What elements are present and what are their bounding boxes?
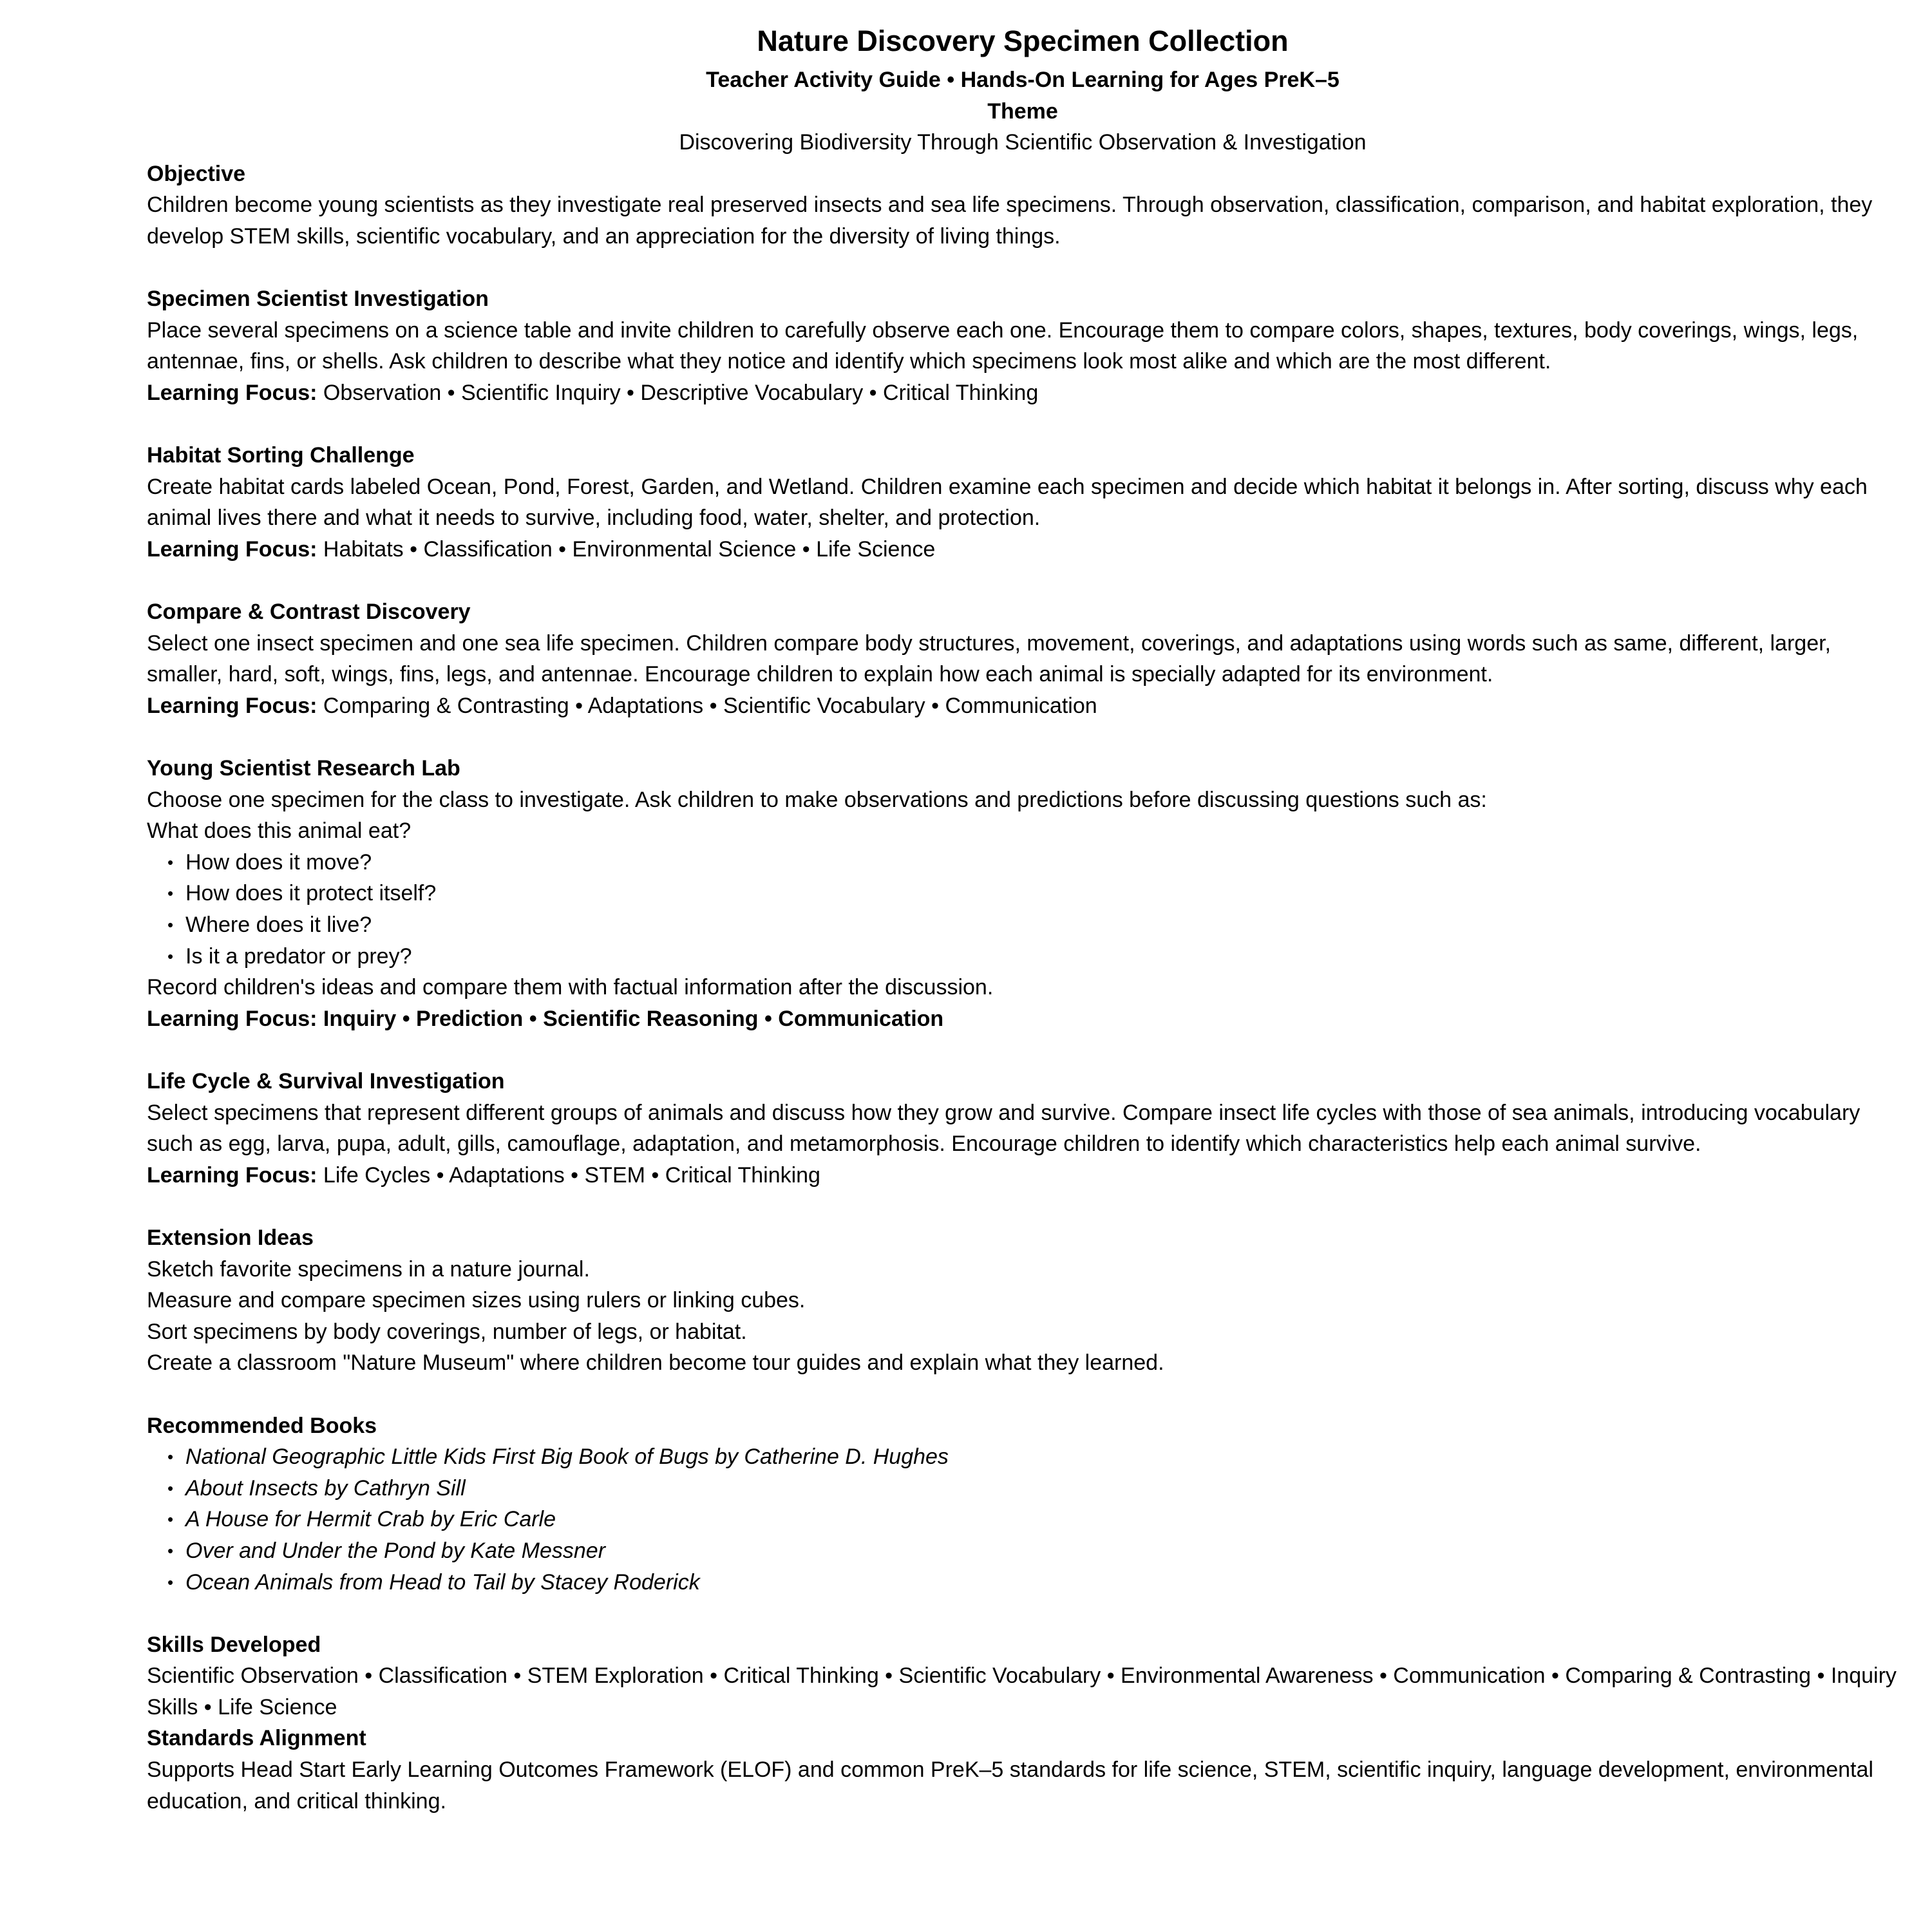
- section-spacer: [147, 1598, 1899, 1629]
- learning-focus-text: Habitats • Classification • Environmental Science • Life Science: [317, 536, 936, 562]
- question-text: Is it a predator or prey?: [185, 943, 412, 969]
- books-heading: Recommended Books: [147, 1413, 377, 1438]
- activity-heading: Specimen Scientist Investigation: [147, 287, 489, 312]
- skills-developed-section: [147, 1629, 1899, 1723]
- section-spacer: [147, 721, 1899, 753]
- activity-research-lab: [147, 753, 1899, 1034]
- learning-focus-label: Learning Focus:: [147, 380, 317, 405]
- recommended-books-section: [147, 1410, 1899, 1598]
- activity-text: Select one insect specimen and one sea life specimen. Children compare body structures, movement, coverings, and adaptations using words such as same, different, larger, smaller, hard, soft, wings, fins, legs, and antennae. Encourage children to explain how each animal is specially adapted for its environment.: [147, 630, 1831, 687]
- question-text: How does it protect itself?: [185, 881, 437, 906]
- bullet-icon: •: [167, 1447, 174, 1467]
- objective-section: [147, 158, 1899, 252]
- list-item: [147, 941, 1899, 972]
- theme-label: Theme: [987, 99, 1058, 124]
- extension-ideas-section: [147, 1222, 1899, 1379]
- bullet-icon: •: [167, 884, 174, 904]
- question-intro: What does this animal eat?: [147, 819, 412, 844]
- document-title: Nature Discovery Specimen Collection: [757, 24, 1289, 57]
- learning-focus-text: Life Cycles • Adaptations • STEM • Critical Thinking: [317, 1162, 820, 1188]
- bullet-icon: •: [167, 852, 174, 872]
- theme-text: Discovering Biodiversity Through Scientific Observation & Investigation: [679, 130, 1367, 155]
- activity-heading: Compare & Contrast Discovery: [147, 600, 471, 625]
- activity-compare-contrast: [147, 596, 1899, 721]
- activity-specimen-scientist: [147, 283, 1899, 408]
- document-subtitle: Teacher Activity Guide • Hands-On Learning for Ages PreK–5: [706, 68, 1340, 92]
- learning-focus-label: Learning Focus:: [147, 536, 317, 562]
- list-item: [147, 847, 1899, 878]
- book-title: Over and Under the Pond by Kate Messner: [185, 1538, 606, 1563]
- activity-text: Select specimens that represent different groups of animals and discuss how they grow and survive. Compare insect life cycles with those of sea animals, introducing vocabulary such as egg, larva, pupa, adult, gills, camouflage, adaptation, and metamorphosis. Encourage children to identify which characteristics help each animal survive.: [147, 1100, 1861, 1157]
- bullet-icon: •: [167, 915, 174, 935]
- extension-item: Measure and compare specimen sizes using rulers or linking cubes.: [147, 1288, 806, 1313]
- learning-focus-label: Learning Focus:: [147, 693, 317, 718]
- book-title: National Geographic Little Kids First Big Book of Bugs by Catherine D. Hughes: [185, 1444, 949, 1470]
- section-spacer: [147, 565, 1899, 597]
- skills-text: Scientific Observation • Classification • STEM Exploration • Critical Thinking • Scientific Vocabulary • Environmental Awareness • Communication • Comparing & Contrasting • Inquiry Skills • Life Science: [147, 1663, 1897, 1719]
- learning-focus: [147, 1160, 1899, 1191]
- question-text: How does it move?: [185, 849, 372, 875]
- bullet-icon: •: [167, 946, 174, 966]
- question-list: [147, 847, 1899, 972]
- list-item: [147, 878, 1899, 909]
- section-spacer: [147, 409, 1899, 440]
- activity-heading: Life Cycle & Survival Investigation: [147, 1069, 505, 1094]
- list-item: [147, 1441, 1899, 1473]
- standards-alignment-section: [147, 1723, 1899, 1817]
- list-item: [147, 1504, 1899, 1535]
- activity-text: Choose one specimen for the class to investigate. Ask children to make observations and predictions before discussing questions such as:: [147, 787, 1487, 812]
- book-title: Ocean Animals from Head to Tail by Stacey Roderick: [185, 1569, 700, 1595]
- book-title: About Insects by Cathryn Sill: [185, 1475, 466, 1501]
- bullet-icon: •: [167, 1540, 174, 1560]
- bullet-icon: •: [167, 1478, 174, 1498]
- list-item: [147, 909, 1899, 941]
- section-spacer: [147, 1379, 1899, 1410]
- extension-item: Sketch favorite specimens in a nature journal.: [147, 1256, 590, 1282]
- activity-habitat-sorting: [147, 440, 1899, 565]
- standards-heading: Standards Alignment: [147, 1726, 366, 1751]
- learning-focus-label: Learning Focus:: [147, 1162, 317, 1188]
- extension-item: Sort specimens by body coverings, number of legs, or habitat.: [147, 1319, 747, 1344]
- bullet-icon: •: [167, 1572, 174, 1592]
- activity-text: Place several specimens on a science table and invite children to carefully observe each one. Encourage them to compare colors, shapes, textures, body coverings, wings, legs, antennae, fins, or shells. Ask children to describe what they notice and identify which specimens look most alike and which are the most different.: [147, 317, 1859, 374]
- activity-text: Create habitat cards labeled Ocean, Pond, Forest, Garden, and Wetland. Children examine each specimen and decide which habitat it belongs in. After sorting, discuss why each animal lives there and what it needs to survive, including food, water, shelter, and protection.: [147, 474, 1868, 531]
- objective-text: Children become young scientists as they investigate real preserved insects and sea life specimens. Through observation, classification, comparison, and habitat exploration, they develop STEM skills, scientific vocabulary, and an appreciation for the diversity of living things.: [147, 193, 1873, 249]
- extension-heading: Extension Ideas: [147, 1225, 314, 1250]
- section-spacer: [147, 252, 1899, 284]
- learning-focus: Learning Focus: Inquiry • Prediction • Scientific Reasoning • Communication: [147, 1006, 944, 1031]
- learning-focus: [147, 377, 1899, 409]
- book-list: [147, 1441, 1899, 1598]
- section-spacer: [147, 1191, 1899, 1222]
- activity-closing: Record children's ideas and compare them with factual information after the discussion.: [147, 975, 994, 1000]
- objective-heading: Objective: [147, 161, 246, 186]
- document-header: [147, 22, 1899, 158]
- activity-heading: Young Scientist Research Lab: [147, 756, 460, 781]
- activity-heading: Habitat Sorting Challenge: [147, 443, 415, 468]
- learning-focus-text: Comparing & Contrasting • Adaptations • Scientific Vocabulary • Communication: [317, 693, 1097, 718]
- list-item: [147, 1535, 1899, 1567]
- list-item: [147, 1567, 1899, 1598]
- extension-item: Create a classroom "Nature Museum" where children become tour guides and explain what they learned.: [147, 1350, 1164, 1376]
- book-title: A House for Hermit Crab by Eric Carle: [185, 1507, 556, 1532]
- question-text: Where does it live?: [185, 913, 372, 938]
- document-page: [147, 22, 1899, 1817]
- bullet-icon: •: [167, 1510, 174, 1530]
- activity-life-cycle: [147, 1066, 1899, 1191]
- learning-focus: [147, 690, 1899, 722]
- skills-heading: Skills Developed: [147, 1632, 321, 1657]
- list-item: [147, 1473, 1899, 1504]
- standards-text: Supports Head Start Early Learning Outcomes Framework (ELOF) and common PreK–5 standards for life science, STEM, scientific inquiry, language development, environmental education, and critical thinking.: [147, 1757, 1873, 1814]
- section-spacer: [147, 1034, 1899, 1066]
- learning-focus: [147, 534, 1899, 565]
- learning-focus-text: Observation • Scientific Inquiry • Descriptive Vocabulary • Critical Thinking: [317, 380, 1039, 405]
